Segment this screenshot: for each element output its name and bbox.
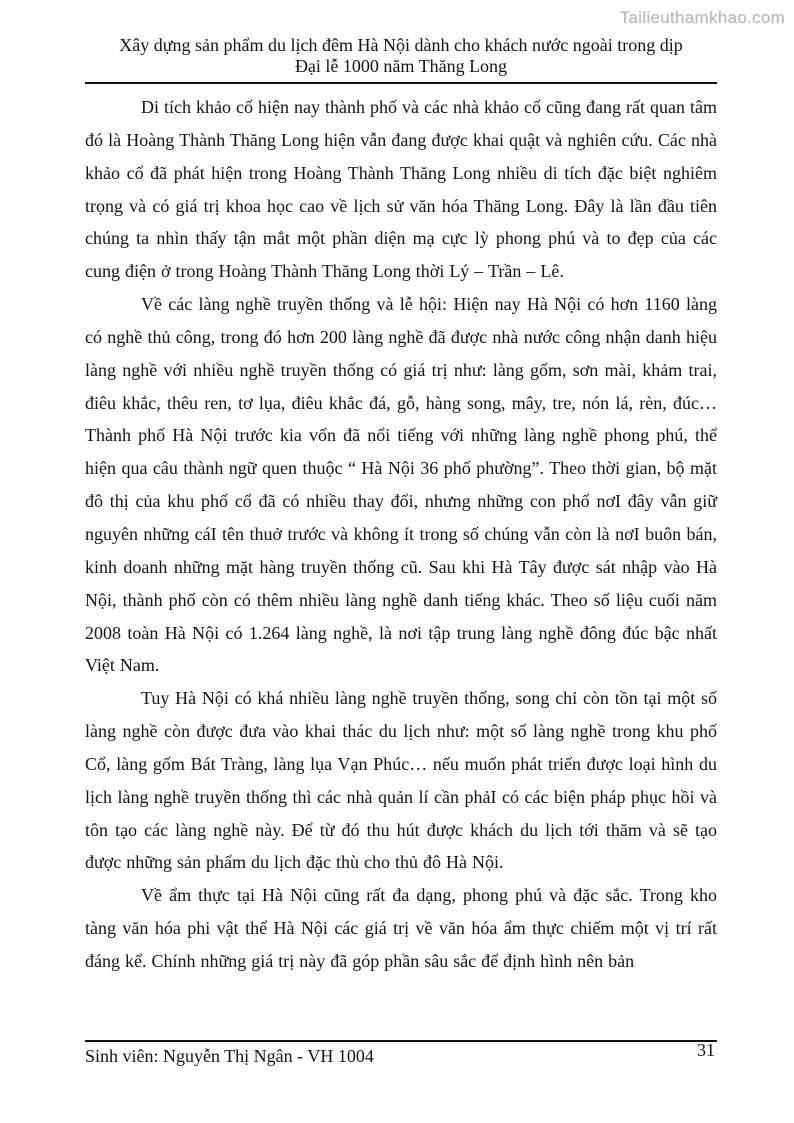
paragraph-di-tich-khao-co: Di tích khảo cổ hiện nay thành phố và các nhà khảo cổ cũng đang rất quan tâm đó là Hoàng Thành Thăng Long hiện vẫn đang được khai quật và nghiên cứu. Các nhà khảo cổ đã phát hiện trong Hoàng Thành Thăng Long nhiều di tích đặc biệt nghiêm trọng và có giá trị khoa học cao về lịch sử văn hóa Thăng Long. Đây là lần đầu tiên chúng ta nhìn thấy tận mắt một phần diện mạ cực lỳ phong phú và to đẹp của các cung điện ở trong Hoàng Thành Thăng Long thời Lý – Trần – Lê. (85, 97, 717, 282)
paragraph-lang-nghe-truyen-thong: Về các làng nghề truyền thống và lễ hội: Hiện nay Hà Nội có hơn 1160 làng có nghề thủ công, trong đó hơn 200 làng nghề đã được nhà nước công nhận danh hiệu làng nghề với nhiều nghề truyền thống có giá trị như: làng gốm, sơn mài, khảm trai, điêu khắc, thêu ren, tơ lụa, điêu khắc đá, gỗ, hàng song, mây, tre, nón lá, rèn, đúc…Thành phố Hà Nội trước kia vốn đã nổi tiếng với những làng nghề phong phú, thể hiện qua câu thành ngữ quen thuộc “ Hà Nội 36 phố phường”. Theo thời gian, bộ mặt đô thị của khu phố cổ đã có nhiều thay đổi, nhưng những con phố nơI đây vẫn giữ nguyên những cáI tên thuở trước và không ít trong số chúng vẫn còn là nơI buôn bán, kinh doanh những mặt hàng truyền thống cũ. Sau khi Hà Tây được sát nhập vào Hà Nội, thành phố còn có thêm nhiều làng nghề danh tiếng khác. Theo số liệu cuối năm 2008 toàn Hà Nội có 1.264 làng nghề, là nơi tập trung làng nghề đông đúc bậc nhất Việt Nam. (85, 294, 717, 676)
paragraph-khai-thac-du-lich: Tuy Hà Nội có khá nhiều làng nghề truyền thống, song chỉ còn tồn tại một số làng nghề còn được đưa vào khai thác du lịch như: một số làng nghề trong khu phố Cổ, làng gốm Bát Tràng, làng lụa Vạn Phúc… nếu muốn phát triển được loại hình du lịch làng nghề truyền thống thì các nhà quản lí cần phảI có các biện pháp phục hồi và tôn tạo các làng nghề này. Để từ đó thu hút được khách du lịch tới thăm và sẽ tạo được những sản phẩm du lịch đặc thù cho thủ đô Hà Nội. (85, 688, 717, 873)
document-body (85, 91, 717, 978)
page-content (85, 0, 717, 978)
header-title-line-1: Xây dựng sản phẩm du lịch đêm Hà Nội dành cho khách nước ngoài trong dịp (119, 35, 683, 55)
page-footer (85, 1040, 717, 1067)
page-number: 31 (697, 1040, 715, 1060)
header-title-line-2: Đại lễ 1000 năm Thăng Long (294, 56, 508, 76)
page-header (85, 0, 717, 84)
footer-row (85, 1040, 717, 1067)
watermark-text: Tailieuthamkhao.com (619, 8, 785, 27)
paragraph-am-thuc: Về ẩm thực tại Hà Nội cũng rất đa dạng, phong phú và đặc sắc. Trong kho tàng văn hóa phi vật thể Hà Nội các giá trị về văn hóa ẩm thực chiếm một vị trí rất đáng kể. Chính những giá trị này đã góp phần sâu sắc để định hình nên bản (85, 885, 717, 971)
footer-student-name: Sinh viên: Nguyễn Thị Ngân - VH 1004 (85, 1046, 374, 1066)
